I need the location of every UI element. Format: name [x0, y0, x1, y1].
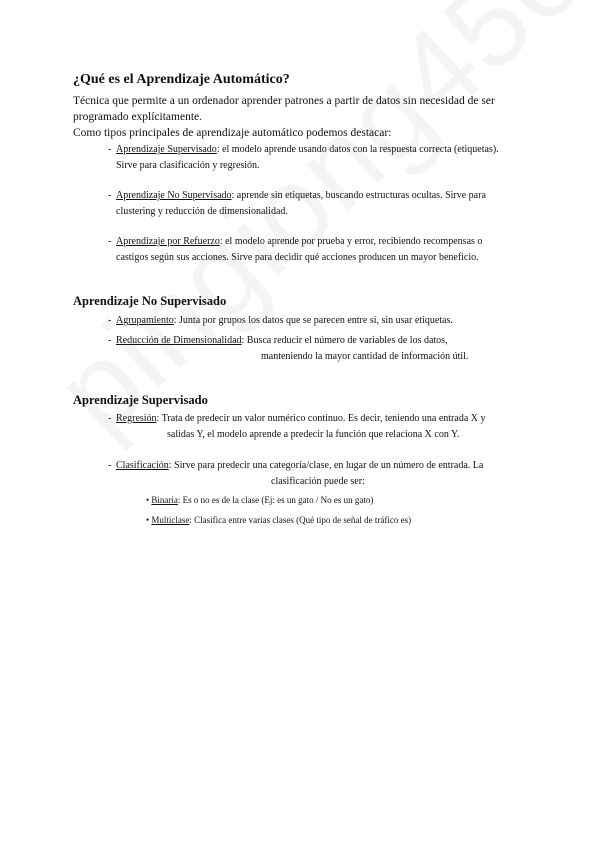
term-unsupervised: Aprendizaje No Supervisado [116, 190, 232, 201]
item-text-cont: clasificación puede ser: [271, 475, 365, 487]
sub-item-text: : Clasifica entre varias clases (Qué tipo de señal de tráfico es) [189, 515, 412, 525]
item-text: : el modelo aprende usando datos con la respuesta correcta (etiquetas). [216, 144, 499, 155]
item-text-cont: clustering y reducción de dimensionalidad. [116, 205, 288, 217]
dash: - [108, 315, 112, 326]
list-item-supervised [108, 142, 538, 173]
item-text-cont: manteniendo la mayor cantidad de información útil. [261, 350, 469, 362]
list-item-classification [108, 458, 538, 489]
term-classification: Clasificación [116, 460, 169, 471]
list-item-reinforcement [108, 234, 538, 265]
term-multiclass: Multiclase [151, 515, 190, 525]
term-binary: Binaria [151, 495, 178, 505]
list-item-regression [108, 411, 538, 442]
intro-line-2: programado explícitamente. [73, 111, 203, 123]
term-clustering: Agrupamiento [116, 315, 174, 326]
dash: - [108, 144, 112, 155]
intro-line-3: Como tipos principales de aprendizaje automático podemos destacar: [73, 127, 392, 139]
sub-item-multiclass [146, 513, 506, 527]
list-item-dim-reduction [108, 333, 538, 364]
term-reinforcement: Aprendizaje por Refuerzo [116, 236, 220, 247]
item-text: : Busca reducir el número de variables de los datos, [241, 335, 448, 346]
page-title: ¿Qué es el Aprendizaje Automático? [73, 72, 290, 87]
item-text: : el modelo aprende por prueba y error, recibiendo recompensas o [219, 236, 483, 247]
dash: - [108, 413, 112, 424]
sub-item-text: : Es o no es de la clase (Ej: es un gato / No es un gato) [177, 495, 374, 505]
sub-item-binary [146, 493, 506, 507]
item-text: : Sirve para predecir una categoría/clase, en lugar de un número de entrada. La [168, 460, 484, 471]
bullet: • [146, 515, 150, 525]
item-text: : Junta por grupos los datos que se parecen entre sí, sin usar etiquetas. [173, 315, 453, 326]
item-text: : Trata de predecir un valor numérico continuo. Es decir, teniendo una entrada X y [156, 413, 486, 424]
item-text-cont: salidas Y, el modelo aprende a predecir la función que relaciona X con Y. [167, 428, 460, 440]
section-heading-supervised: Aprendizaje Supervisado [73, 393, 208, 407]
dash: - [108, 460, 112, 471]
term-supervised: Aprendizaje Supervisado [116, 144, 217, 155]
term-regression: Regresión [116, 413, 157, 424]
watermark [30, 0, 591, 459]
section-heading-unsupervised: Aprendizaje No Supervisado [73, 294, 227, 308]
list-item-clustering [108, 313, 538, 329]
intro-line-1: Técnica que permite a un ordenador aprender patrones a partir de datos sin necesidad de ser [73, 95, 495, 107]
dash: - [108, 190, 112, 201]
item-text-cont: Sirve para clasificación y regresión. [116, 159, 260, 171]
dash: - [108, 335, 112, 346]
list-item-unsupervised [108, 188, 538, 219]
bullet: • [146, 495, 150, 505]
item-text-cont: castigos según sus acciones. Sirve para decidir qué acciones producen un mayor beneficio. [116, 251, 479, 263]
dash: - [108, 236, 112, 247]
item-text: : aprende sin etiquetas, buscando estructuras ocultas. Sirve para [231, 190, 486, 201]
term-dim-reduction: Reducción de Dimensionalidad [116, 335, 242, 346]
